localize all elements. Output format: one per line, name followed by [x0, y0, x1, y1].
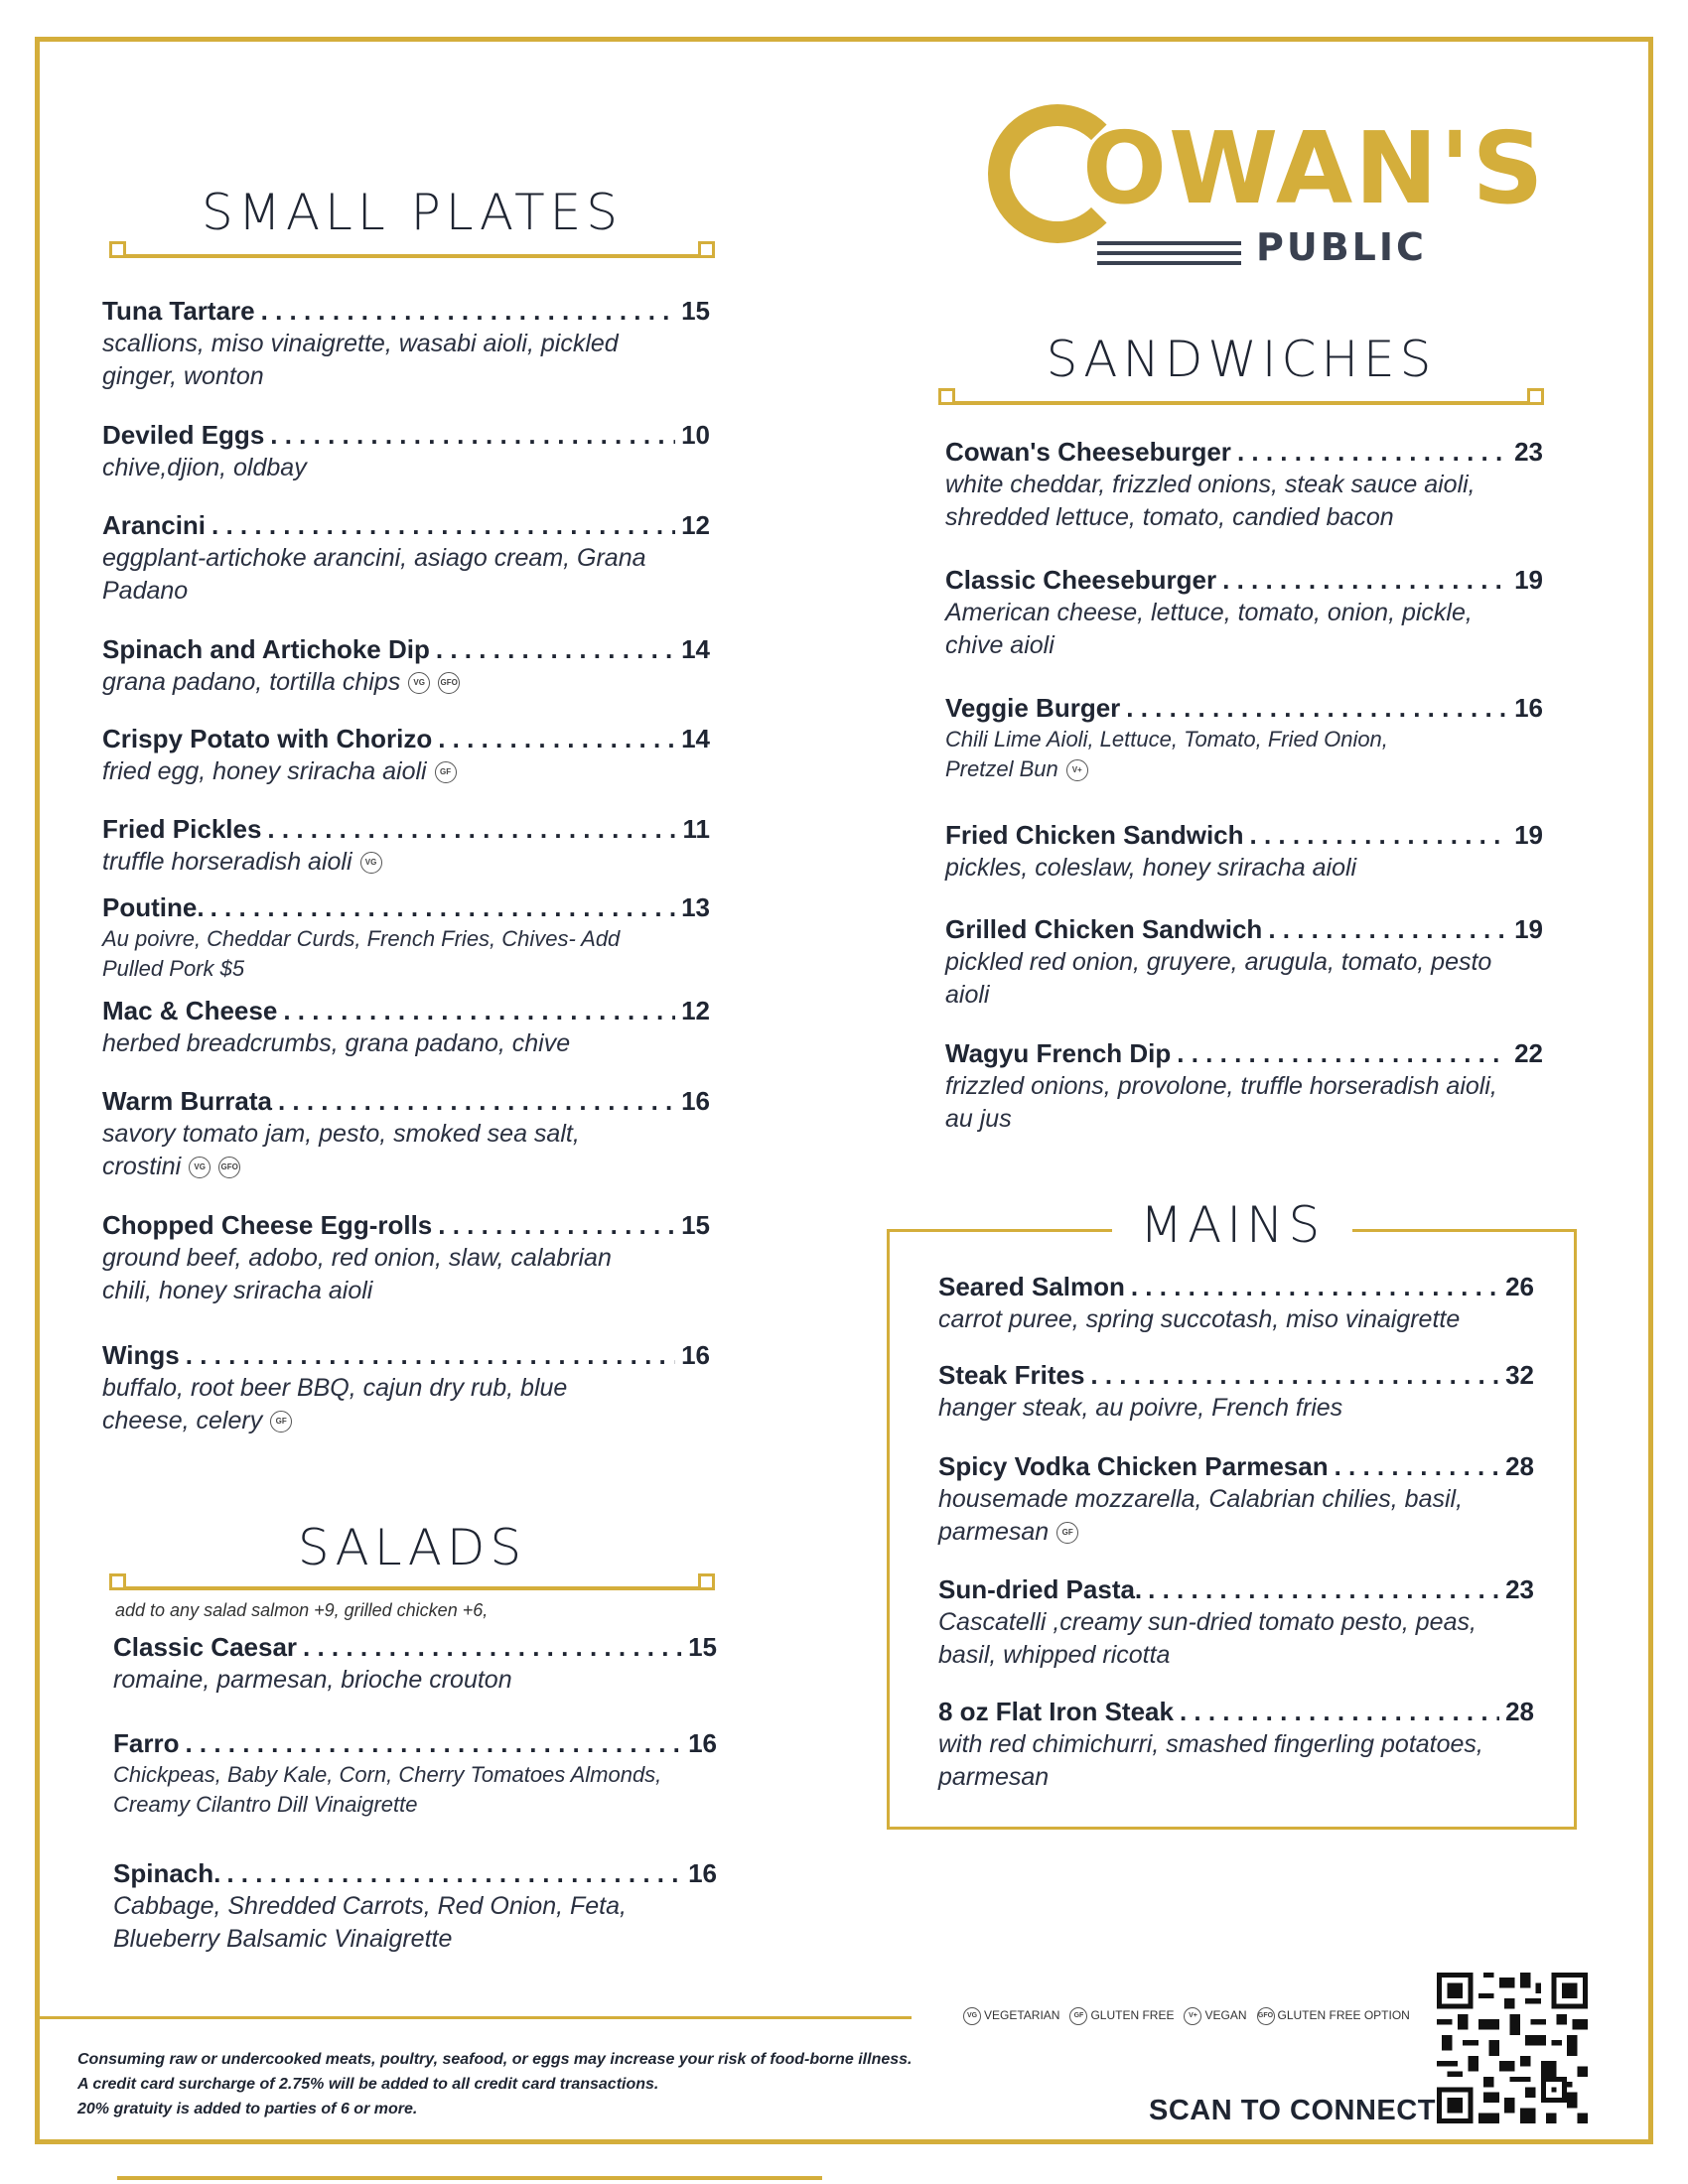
- menu-item-name: Wings: [102, 1340, 180, 1370]
- menu-item-price: 16: [681, 1086, 710, 1116]
- qr-code-icon[interactable]: [1437, 1973, 1588, 2123]
- menu-item: [102, 1208, 710, 1307]
- dietary-badge-icon: GFO: [438, 672, 460, 694]
- dot-leader: [186, 1338, 675, 1372]
- menu-item-name: 8 oz Flat Iron Steak: [938, 1697, 1174, 1726]
- menu-item-price: 16: [688, 1858, 717, 1888]
- dot-leader: [303, 1630, 682, 1664]
- menu-item-description: scallions, miso vinaigrette, wasabi aioli, pickled ginger, wonton: [102, 330, 619, 390]
- menu-item: [938, 1270, 1534, 1336]
- menu-item-price: 12: [681, 510, 710, 540]
- salads-title: SALADS: [297, 1519, 527, 1576]
- menu-item: [938, 1572, 1534, 1672]
- menu-item-price: 13: [681, 892, 710, 922]
- dot-leader: [1177, 1036, 1508, 1070]
- menu-item-name: Tuna Tartare: [102, 296, 255, 326]
- menu-item-price: 19: [1514, 565, 1543, 595]
- menu-item-description: with red chimichurri, smashed fingerling potatoes, parmesan: [938, 1730, 1483, 1791]
- menu-item-price: 19: [1514, 820, 1543, 850]
- menu-item-price: 23: [1505, 1574, 1534, 1604]
- menu-item-price: 28: [1505, 1697, 1534, 1726]
- dietary-badge-icon: GF: [270, 1411, 292, 1433]
- dot-leader: [1180, 1695, 1499, 1728]
- menu-item: [102, 890, 710, 984]
- scan-to-connect-label: SCAN TO CONNECT: [1149, 2095, 1436, 2126]
- menu-item-name: Arancini: [102, 510, 207, 540]
- legend-gluten-free: GF GLUTEN FREE: [1069, 2007, 1174, 2025]
- menu-item-price: 28: [1505, 1451, 1534, 1481]
- menu-item: [102, 1084, 710, 1183]
- dietary-badge-icon: VG: [189, 1157, 211, 1178]
- menu-item-price: 32: [1505, 1360, 1534, 1390]
- menu-item: [945, 435, 1543, 534]
- dot-leader: [436, 632, 675, 666]
- menu-item-price: 15: [681, 1210, 710, 1240]
- menu-item-price: 19: [1514, 914, 1543, 944]
- sandwiches-title: SANDWICHES: [1046, 331, 1437, 388]
- dot-leader: [438, 1208, 675, 1242]
- menu-item-name: Fried Pickles: [102, 814, 262, 844]
- menu-item-name: Chopped Cheese Egg-rolls: [102, 1210, 433, 1240]
- small-plates-title: SMALL PLATES: [201, 184, 624, 241]
- menu-item-description: carrot puree, spring succotash, miso vinaigrette: [938, 1305, 1461, 1333]
- menu-item-description: Chickpeas, Baby Kale, Corn, Cherry Tomatoes Almonds, Creamy Cilantro Dill Vinaigrette: [113, 1762, 662, 1817]
- menu-item: [945, 912, 1543, 1012]
- dot-leader: [1131, 1270, 1499, 1303]
- dietary-badge-icon: V+: [1066, 759, 1088, 781]
- menu-item: [938, 1358, 1534, 1425]
- dot-leader: [185, 1726, 682, 1760]
- legend-vegan: V+ VEGAN: [1184, 2007, 1246, 2025]
- dietary-badge-icon: GF: [1056, 1522, 1078, 1544]
- menu-item-name: Spicy Vodka Chicken Parmesan: [938, 1451, 1329, 1481]
- dot-leader: [211, 508, 675, 542]
- menu-item-description: Cascatelli ,creamy sun-dried tomato pesto, peas, basil, whipped ricotta: [938, 1608, 1477, 1669]
- menu-item-price: 16: [688, 1728, 717, 1758]
- menu-item-description: romaine, parmesan, brioche crouton: [113, 1666, 512, 1694]
- menu-item: [945, 563, 1543, 662]
- menu-item-name: Sun-dried Pasta.: [938, 1574, 1143, 1604]
- menu-item: [938, 1695, 1534, 1794]
- dot-leader: [270, 418, 675, 452]
- menu-item-name: Mac & Cheese: [102, 996, 278, 1025]
- disclaimer-line: Consuming raw or undercooked meats, poultry, seafood, or eggs may increase your risk of food-borne illness.: [77, 2051, 913, 2068]
- dot-leader: [1222, 563, 1508, 597]
- menu-item-description: truffle horseradish aioli VG: [102, 846, 658, 879]
- menu-item-name: Cowan's Cheeseburger: [945, 437, 1231, 467]
- menu-item: [945, 691, 1543, 784]
- menu-item: [102, 1338, 710, 1437]
- menu-item-price: 26: [1505, 1272, 1534, 1301]
- menu-item-description: grana padano, tortilla chips VG GFO: [102, 666, 658, 699]
- disclaimer-line: A credit card surcharge of 2.75% will be added to all credit card transactions.: [77, 2076, 659, 2093]
- dot-leader: [1126, 691, 1508, 725]
- mains-title: MAINS: [1112, 1196, 1352, 1254]
- dot-leader: [1237, 435, 1508, 469]
- menu-item-name: Seared Salmon: [938, 1272, 1125, 1301]
- menu-item-name: Deviled Eggs: [102, 420, 265, 450]
- menu-item-description: eggplant-artichoke arancini, asiago cream, Grana Padano: [102, 544, 646, 605]
- logo-word: OWAN'S: [1082, 110, 1546, 226]
- menu-item-price: 16: [681, 1340, 710, 1370]
- dot-leader: [1148, 1572, 1499, 1606]
- dot-leader: [1250, 818, 1509, 852]
- dot-leader: [1268, 912, 1508, 946]
- dot-leader: [278, 1084, 675, 1118]
- menu-item: [102, 722, 710, 788]
- menu-item-description: American cheese, lettuce, tomato, onion, pickle, chive aioli: [945, 599, 1473, 659]
- dot-leader: [226, 1856, 682, 1890]
- gluten-free-option-icon: GFO: [1257, 2007, 1275, 2025]
- menu-item-description: white cheddar, frizzled onions, steak sauce aioli, shredded lettuce, tomato, candied bacon: [945, 471, 1476, 531]
- dietary-badge-icon: GFO: [218, 1157, 240, 1178]
- menu-item-name: Steak Frites: [938, 1360, 1085, 1390]
- salad-add-on-note: add to any salad salmon +9, grilled chicken +6,: [115, 1600, 489, 1620]
- menu-item-description: Cabbage, Shredded Carrots, Red Onion, Feta, Blueberry Balsamic Vinaigrette: [113, 1892, 627, 1953]
- menu-item-description: buffalo, root beer BBQ, cajun dry rub, blue cheese, celery GF: [102, 1374, 568, 1434]
- menu-item: [113, 1726, 717, 1820]
- menu-item-name: Wagyu French Dip: [945, 1038, 1172, 1068]
- dot-leader: [1090, 1358, 1499, 1392]
- menu-item-name: Classic Caesar: [113, 1632, 298, 1662]
- menu-item-description: savory tomato jam, pesto, smoked sea salt, crostini VG GFO: [102, 1120, 580, 1180]
- menu-item-name: Crispy Potato with Chorizo: [102, 724, 433, 753]
- dot-leader: [1335, 1449, 1500, 1483]
- menu-item-name: Grilled Chicken Sandwich: [945, 914, 1263, 944]
- menu-item-price: 15: [688, 1632, 717, 1662]
- menu-item-price: 15: [681, 296, 710, 326]
- menu-item-description: Chili Lime Aioli, Lettuce, Tomato, Fried Onion, Pretzel Bun V+: [945, 727, 1388, 781]
- menu-item-description: herbed breadcrumbs, grana padano, chive: [102, 1029, 571, 1057]
- dot-leader: [211, 890, 676, 924]
- menu-item-description: hanger steak, au poivre, French fries: [938, 1394, 1343, 1422]
- menu-item-price: 12: [681, 996, 710, 1025]
- footer-rule: [38, 2016, 912, 2019]
- dot-leader: [283, 994, 675, 1027]
- menu-item: [102, 632, 710, 699]
- dietary-badge-icon: VG: [360, 852, 382, 874]
- legend-gluten-free-option: GFO GLUTEN FREE OPTION: [1257, 2007, 1410, 2025]
- menu-item: [113, 1630, 717, 1697]
- menu-item-description: frizzled onions, provolone, truffle horseradish aioli, au jus: [945, 1072, 1497, 1133]
- menu-item-price: 23: [1514, 437, 1543, 467]
- small-plates-rule: [109, 254, 715, 258]
- dietary-legend: [963, 2007, 1410, 2025]
- menu-item: [102, 994, 710, 1060]
- menu-item-description: Au poivre, Cheddar Curds, French Fries, Chives- Add Pulled Pork $5: [102, 926, 621, 981]
- vegan-icon: V+: [1184, 2007, 1201, 2025]
- legend-vegetarian: VG VEGETARIAN: [963, 2007, 1059, 2025]
- menu-item-price: 16: [1514, 693, 1543, 723]
- menu-item-description: ground beef, adobo, red onion, slaw, calabrian chili, honey sriracha aioli: [102, 1244, 612, 1304]
- dietary-badge-icon: VG: [408, 672, 430, 694]
- footer-disclaimer: [77, 2047, 912, 2121]
- vegetarian-icon: VG: [963, 2007, 981, 2025]
- dot-leader: [261, 294, 675, 328]
- menu-item: [945, 818, 1543, 885]
- menu-item-description: chive,djion, oldbay: [102, 454, 307, 481]
- menu-item: [938, 1449, 1534, 1549]
- menu-item-price: 14: [681, 724, 710, 753]
- menu-item: [945, 1036, 1543, 1136]
- bottom-accent-line: [117, 2176, 822, 2180]
- logo-wordmark: [1082, 110, 1546, 226]
- menu-item-name: Farro: [113, 1728, 180, 1758]
- menu-item-price: 10: [681, 420, 710, 450]
- cowans-public-logo: [988, 104, 1546, 273]
- menu-item-description: pickled red onion, gruyere, arugula, tomato, pesto aioli: [945, 948, 1492, 1009]
- menu-item-price: 22: [1514, 1038, 1543, 1068]
- logo-speed-lines: [1097, 241, 1241, 271]
- menu-item-description: pickles, coleslaw, honey sriracha aioli: [945, 854, 1357, 882]
- menu-item-name: Spinach.: [113, 1858, 221, 1888]
- menu-item-name: Fried Chicken Sandwich: [945, 820, 1244, 850]
- sandwiches-rule: [938, 401, 1544, 405]
- menu-item: [102, 294, 710, 393]
- logo-public-text: PUBLIC: [1256, 225, 1427, 269]
- disclaimer-line: 20% gratuity is added to parties of 6 or more.: [77, 2101, 418, 2117]
- dot-leader: [438, 722, 675, 755]
- menu-item-price: 11: [682, 814, 710, 844]
- menu-item-name: Veggie Burger: [945, 693, 1121, 723]
- menu-item: [102, 812, 710, 879]
- menu-item: [102, 508, 710, 608]
- menu-item-name: Poutine.: [102, 892, 205, 922]
- dot-leader: [267, 812, 676, 846]
- dietary-badge-icon: GF: [435, 761, 457, 783]
- menu-item-name: Classic Cheeseburger: [945, 565, 1217, 595]
- menu-item: [102, 418, 710, 484]
- salads-rule: [109, 1586, 715, 1590]
- gluten-free-icon: GF: [1069, 2007, 1087, 2025]
- menu-item-name: Spinach and Artichoke Dip: [102, 634, 430, 664]
- menu-item-price: 14: [681, 634, 710, 664]
- menu-item: [113, 1856, 717, 1956]
- menu-item-description: housemade mozzarella, Calabrian chilies, basil, parmesan GF: [938, 1485, 1464, 1546]
- menu-item-name: Warm Burrata: [102, 1086, 272, 1116]
- menu-item-description: fried egg, honey sriracha aioli GF: [102, 755, 658, 788]
